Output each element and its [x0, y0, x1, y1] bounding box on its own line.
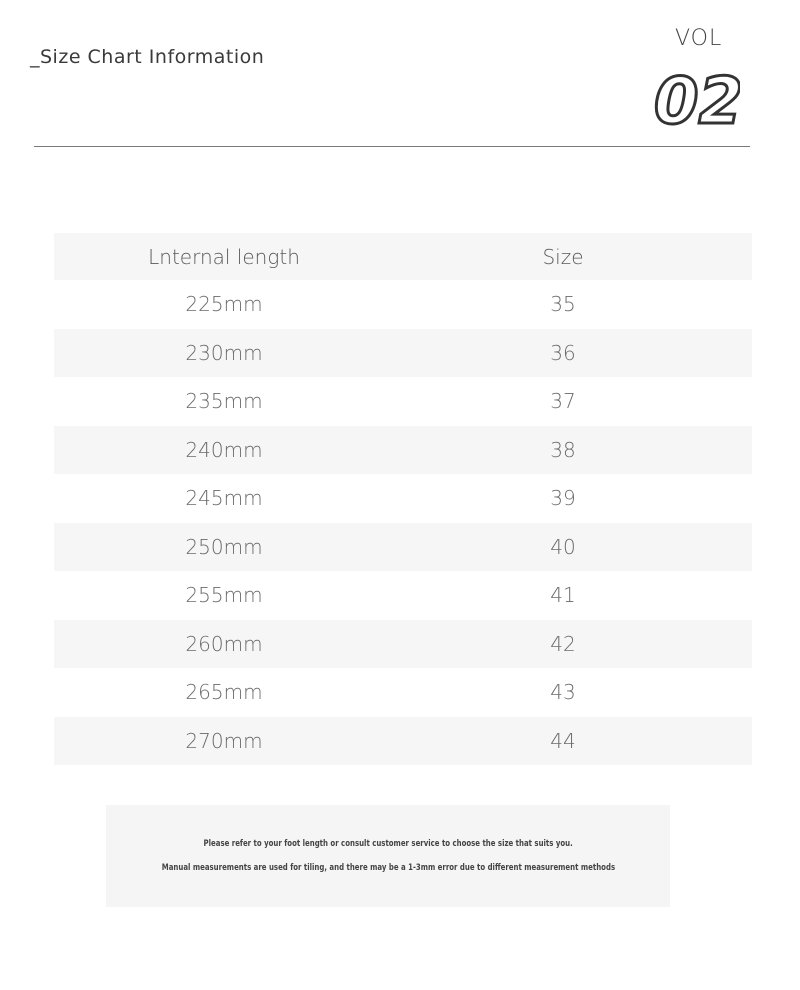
table-row — [54, 523, 752, 572]
cell-length: 270mm — [185, 728, 263, 753]
note-line-foot-length: Please refer to your foot length or consult customer service to choose the size that suits you. — [203, 839, 573, 849]
table-row — [54, 377, 752, 426]
note-box — [106, 805, 670, 907]
vol-number-text: 02 — [654, 65, 740, 134]
cell-size: 38 — [550, 437, 576, 462]
page-title: _Size Chart Information — [30, 46, 265, 68]
cell-size: 36 — [550, 340, 576, 365]
cell-length: 245mm — [185, 486, 263, 511]
table-row — [54, 620, 752, 669]
cell-size: 40 — [550, 534, 576, 559]
cell-size: 41 — [550, 583, 576, 608]
table-row — [54, 717, 752, 766]
table-row — [54, 668, 752, 717]
column-header-length: Lnternal length — [148, 244, 300, 269]
column-header-size: Size — [542, 244, 584, 269]
table-header-row — [54, 233, 752, 280]
table-body — [54, 280, 752, 765]
table-row — [54, 426, 752, 475]
cell-length: 265mm — [185, 680, 263, 705]
cell-length: 225mm — [185, 292, 263, 317]
header-divider — [34, 146, 750, 147]
cell-length: 230mm — [185, 340, 263, 365]
cell-length: 235mm — [185, 389, 263, 414]
cell-size: 35 — [550, 292, 576, 317]
cell-size: 42 — [550, 631, 576, 656]
size-chart-table — [54, 233, 752, 765]
table-row — [54, 474, 752, 523]
vol-number — [650, 60, 740, 134]
cell-size: 43 — [550, 680, 576, 705]
cell-size: 37 — [550, 389, 576, 414]
vol-label: VOL — [675, 26, 723, 51]
cell-length: 240mm — [185, 437, 263, 462]
cell-length: 260mm — [185, 631, 263, 656]
table-row — [54, 329, 752, 378]
note-line-measurement-error: Manual measurements are used for tiling, and there may be a 1-3mm error due to different measurement methods — [161, 863, 615, 873]
cell-size: 44 — [550, 728, 576, 753]
table-row — [54, 280, 752, 329]
cell-length: 255mm — [185, 583, 263, 608]
cell-size: 39 — [550, 486, 576, 511]
table-row — [54, 571, 752, 620]
cell-length: 250mm — [185, 534, 263, 559]
